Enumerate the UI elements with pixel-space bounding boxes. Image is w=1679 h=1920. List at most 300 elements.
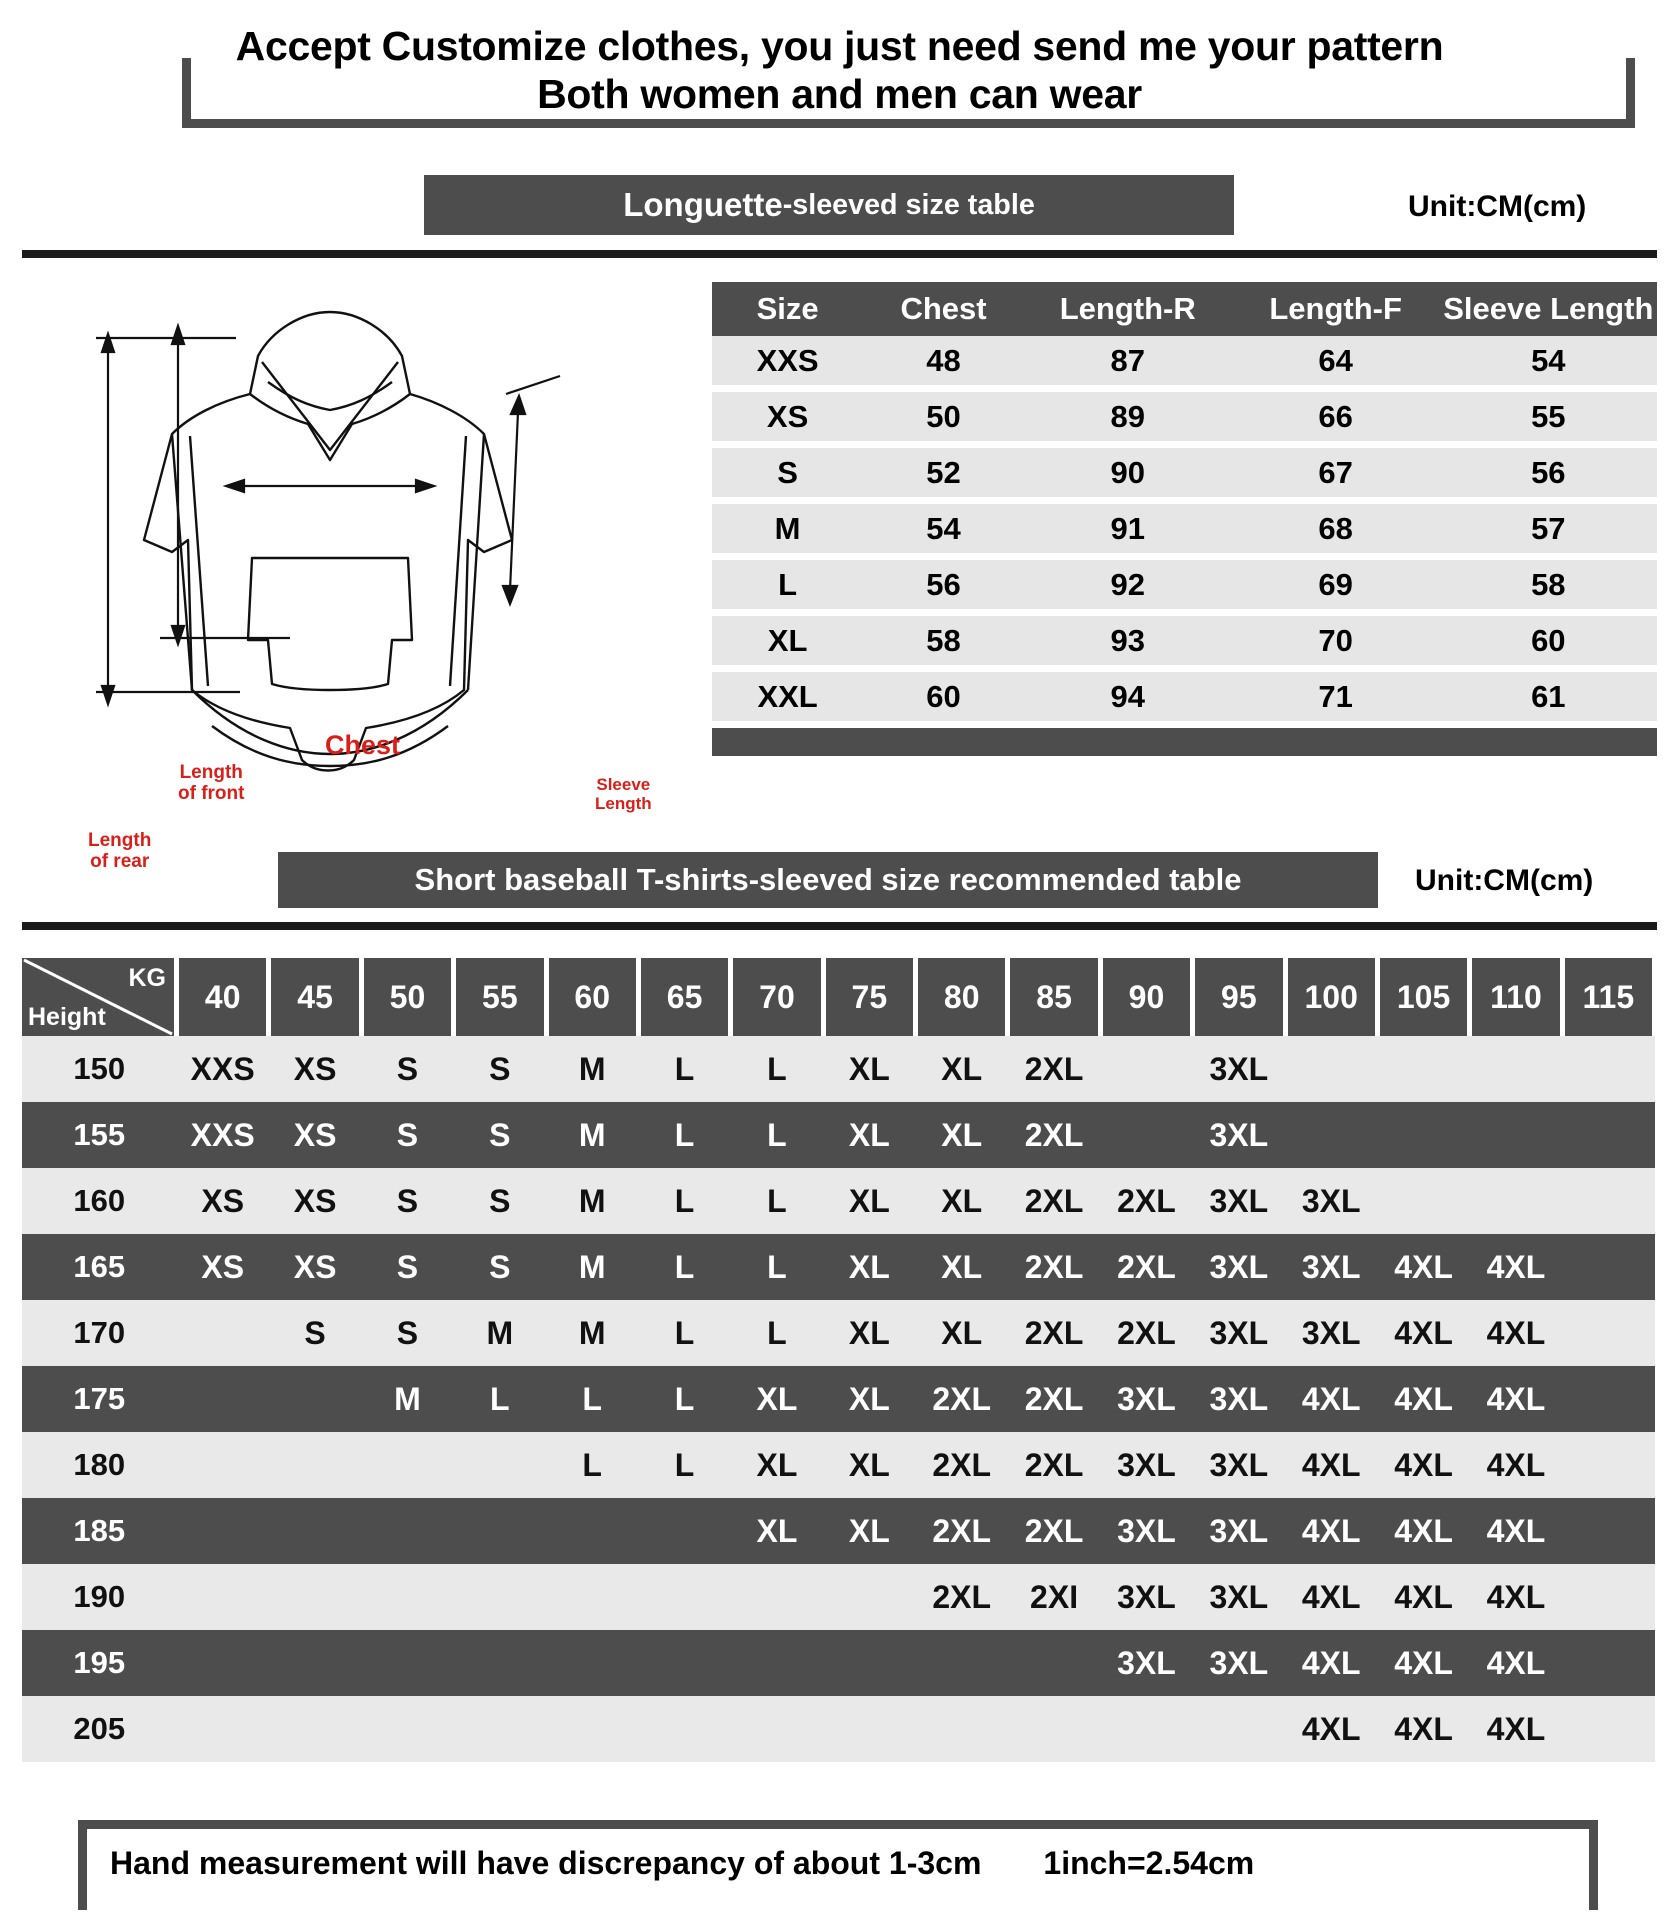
grid-cell: S [269,1300,361,1366]
grid-cell [269,1630,361,1696]
grid-cell [638,1696,730,1762]
grid-cell: L [731,1300,823,1366]
grid-cell [361,1498,453,1564]
grid-cell [269,1432,361,1498]
grid-cell [177,1366,269,1432]
grid-weight-header-110: 110 [1470,958,1562,1036]
longuette-col-header-0: Size [712,282,863,336]
grid-cell: XS [269,1102,361,1168]
grid-cell: 2XI [1008,1564,1100,1630]
longuette-value-cell: 66 [1232,389,1440,445]
longuette-size-cell: M [712,501,863,557]
grid-cell [731,1564,823,1630]
unit-label-short-baseball: Unit:CM(cm) [1415,864,1594,897]
grid-height-label-170: 170 [22,1300,177,1366]
table-row [22,1564,1655,1630]
grid-cell: 4XL [1377,1432,1469,1498]
grid-height-label-160: 160 [22,1168,177,1234]
grid-height-label-175: 175 [22,1366,177,1432]
diagram-label-chest: Chest [325,730,401,760]
grid-cell [1470,1102,1562,1168]
headline-line-2: Both women and men can wear [537,71,1142,118]
grid-cell [916,1696,1008,1762]
grid-cell: XS [177,1168,269,1234]
grid-cell: S [454,1036,546,1102]
size-recommendation-grid [22,958,1657,1762]
longuette-size-cell: XL [712,613,863,669]
grid-cell: 4XL [1285,1564,1377,1630]
grid-cell: M [546,1102,638,1168]
grid-cell: XL [916,1036,1008,1102]
grid-height-label-165: 165 [22,1234,177,1300]
grid-cell: 2XL [1008,1498,1100,1564]
table-row [22,1234,1655,1300]
grid-cell: S [454,1234,546,1300]
table-row [712,336,1657,389]
grid-height-label-185: 185 [22,1498,177,1564]
grid-cell: 2XL [1008,1036,1100,1102]
grid-cell: 2XL [1008,1300,1100,1366]
grid-cell: S [454,1102,546,1168]
grid-cell [361,1696,453,1762]
grid-cell: 4XL [1377,1498,1469,1564]
grid-cell [454,1630,546,1696]
grid-cell: 4XL [1470,1366,1562,1432]
longuette-col-header-4: Sleeve Length [1440,282,1657,336]
longuette-value-cell: 61 [1440,669,1657,725]
grid-cell: 2XL [916,1564,1008,1630]
grid-cell: XL [916,1300,1008,1366]
grid-cell: L [638,1300,730,1366]
grid-cell [731,1696,823,1762]
grid-cell [269,1498,361,1564]
grid-cell [361,1432,453,1498]
rear-label-line2: of rear [90,851,150,873]
longuette-value-cell: 64 [1232,336,1440,389]
longuette-value-cell: 60 [863,669,1024,725]
section-title-longuette [424,175,1234,235]
grid-weight-header-85: 85 [1008,958,1100,1036]
longuette-size-table [712,282,1657,756]
longuette-value-cell: 56 [863,557,1024,613]
longuette-table-body [712,336,1657,756]
grid-cell: S [361,1102,453,1168]
rear-label-line1: Length [88,830,152,851]
grid-cell: XL [823,1498,915,1564]
grid-weight-header-105: 105 [1377,958,1469,1036]
grid-cell: 2XL [1100,1300,1192,1366]
grid-cell: 2XL [1100,1168,1192,1234]
divider-middle [22,922,1657,930]
grid-corner-kg-label: KG [128,964,166,992]
grid-cell [638,1498,730,1564]
grid-corner-header [22,958,177,1036]
grid-cell: XS [269,1036,361,1102]
grid-cell: M [546,1036,638,1102]
longuette-size-cell: XXS [712,336,863,389]
grid-cell [1562,1630,1654,1696]
grid-cell: L [546,1366,638,1432]
recommendation-table-head [22,958,1655,1036]
grid-cell: 2XL [1008,1102,1100,1168]
grid-cell: L [638,1366,730,1432]
grid-weight-header-75: 75 [823,958,915,1036]
grid-cell: XL [823,1300,915,1366]
grid-cell: 4XL [1377,1564,1469,1630]
footer-note-text: Hand measurement will have discrepancy of about 1-3cm [110,1845,982,1881]
grid-cell: XL [916,1102,1008,1168]
grid-cell [1100,1696,1192,1762]
grid-cell [1562,1168,1654,1234]
grid-cell: 4XL [1377,1696,1469,1762]
grid-cell: 4XL [1285,1432,1377,1498]
grid-cell: 3XL [1193,1234,1285,1300]
longuette-value-cell: 89 [1024,389,1232,445]
grid-cell: 3XL [1193,1630,1285,1696]
grid-cell [638,1564,730,1630]
longuette-value-cell: 58 [1440,557,1657,613]
grid-cell [361,1564,453,1630]
grid-cell: 2XL [916,1432,1008,1498]
grid-height-label-195: 195 [22,1630,177,1696]
grid-cell [1562,1498,1654,1564]
grid-cell: 4XL [1470,1696,1562,1762]
table-row [22,1366,1655,1432]
longuette-value-cell: 87 [1024,336,1232,389]
grid-cell: S [361,1234,453,1300]
grid-cell [1562,1102,1654,1168]
grid-cell [269,1366,361,1432]
longuette-value-cell: 90 [1024,445,1232,501]
longuette-value-cell: 58 [863,613,1024,669]
grid-cell: 3XL [1100,1498,1192,1564]
grid-cell: 3XL [1193,1168,1285,1234]
grid-weight-header-45: 45 [269,958,361,1036]
grid-cell: XL [916,1234,1008,1300]
grid-cell [823,1630,915,1696]
grid-cell [454,1432,546,1498]
grid-cell: XXS [177,1036,269,1102]
grid-cell: 3XL [1193,1564,1285,1630]
grid-cell [1377,1036,1469,1102]
footer-bar-cell [712,725,1657,757]
garment-diagram [40,290,652,873]
grid-cell: L [731,1168,823,1234]
grid-cell [1377,1102,1469,1168]
grid-cell [546,1630,638,1696]
front-label-line2: of front [178,783,245,805]
grid-height-label-155: 155 [22,1102,177,1168]
grid-cell [638,1630,730,1696]
grid-cell: S [361,1036,453,1102]
grid-cell: S [361,1300,453,1366]
grid-cell: 4XL [1285,1366,1377,1432]
grid-cell: 2XL [1008,1432,1100,1498]
grid-cell: 4XL [1470,1630,1562,1696]
grid-cell: L [546,1432,638,1498]
table-row [22,1168,1655,1234]
grid-cell [177,1432,269,1498]
longuette-value-cell: 50 [863,389,1024,445]
grid-cell: XL [823,1168,915,1234]
grid-cell: 4XL [1470,1300,1562,1366]
grid-cell: 3XL [1193,1300,1285,1366]
grid-cell: L [638,1432,730,1498]
grid-cell [1562,1564,1654,1630]
grid-weight-header-115: 115 [1562,958,1654,1036]
grid-cell [916,1630,1008,1696]
grid-cell [1193,1696,1285,1762]
grid-cell: XL [731,1498,823,1564]
diagram-label-length-of-front [178,762,244,805]
grid-cell: 4XL [1377,1366,1469,1432]
section-title-short-baseball: Short baseball T-shirts-sleeved size recommended table [278,852,1378,908]
grid-cell [177,1300,269,1366]
longuette-value-cell: 94 [1024,669,1232,725]
grid-weight-header-90: 90 [1100,958,1192,1036]
grid-cell: L [638,1168,730,1234]
grid-cell: 4XL [1470,1498,1562,1564]
grid-cell: 3XL [1193,1036,1285,1102]
footer-conversion-text: 1inch=2.54cm [1043,1845,1255,1881]
grid-cell [731,1630,823,1696]
grid-cell: M [546,1234,638,1300]
longuette-value-cell: 54 [1440,336,1657,389]
grid-cell [546,1564,638,1630]
longuette-col-header-1: Chest [863,282,1024,336]
grid-cell [1562,1036,1654,1102]
longuette-header-row [712,282,1657,336]
grid-cell: XXS [177,1102,269,1168]
longuette-value-cell: 48 [863,336,1024,389]
grid-cell [269,1564,361,1630]
grid-cell: XL [731,1432,823,1498]
grid-cell: L [638,1234,730,1300]
table-row [22,1432,1655,1498]
grid-cell [454,1564,546,1630]
longuette-col-header-3: Length-F [1232,282,1440,336]
grid-cell [1470,1168,1562,1234]
footer-note [110,1845,1570,1882]
sleeve-label-line2: Length [595,794,652,814]
grid-cell [1562,1300,1654,1366]
grid-cell: 2XL [916,1498,1008,1564]
table-row [22,1300,1655,1366]
longuette-value-cell: 56 [1440,445,1657,501]
grid-cell: 2XL [1100,1234,1192,1300]
grid-weight-header-55: 55 [454,958,546,1036]
grid-cell: L [638,1036,730,1102]
grid-cell: XS [269,1168,361,1234]
longuette-value-cell: 55 [1440,389,1657,445]
table-row [712,501,1657,557]
grid-cell [1008,1630,1100,1696]
grid-cell: XL [823,1432,915,1498]
grid-height-label-150: 150 [22,1036,177,1102]
grid-cell: 4XL [1377,1300,1469,1366]
grid-cell: 4XL [1285,1696,1377,1762]
grid-cell [177,1696,269,1762]
grid-cell: XL [823,1036,915,1102]
grid-height-label-190: 190 [22,1564,177,1630]
grid-cell [454,1498,546,1564]
longuette-value-cell: 52 [863,445,1024,501]
table-row [22,1498,1655,1564]
longuette-size-cell: XS [712,389,863,445]
diagram-label-length-of-rear [88,830,151,873]
grid-cell: XL [823,1234,915,1300]
grid-cell: 4XL [1285,1498,1377,1564]
grid-cell [1377,1168,1469,1234]
grid-cell: XL [731,1366,823,1432]
grid-cell: L [638,1102,730,1168]
grid-cell: 2XL [1008,1366,1100,1432]
grid-cell [546,1498,638,1564]
longuette-value-cell: 68 [1232,501,1440,557]
longuette-value-cell: 60 [1440,613,1657,669]
grid-cell: XL [916,1168,1008,1234]
grid-cell: M [454,1300,546,1366]
grid-cell: 4XL [1285,1630,1377,1696]
grid-cell: 3XL [1193,1498,1285,1564]
longuette-table-head [712,282,1657,336]
grid-cell [1285,1102,1377,1168]
grid-cell: 3XL [1100,1366,1192,1432]
grid-cell: 3XL [1285,1168,1377,1234]
grid-weight-header-95: 95 [1193,958,1285,1036]
grid-cell: XS [177,1234,269,1300]
table-row [712,389,1657,445]
grid-cell: S [454,1168,546,1234]
grid-cell [1562,1432,1654,1498]
longuette-value-cell: 54 [863,501,1024,557]
headline [0,22,1679,119]
grid-cell [1100,1036,1192,1102]
grid-cell [823,1696,915,1762]
table-row [22,1696,1655,1762]
grid-cell [1470,1036,1562,1102]
grid-weight-header-70: 70 [731,958,823,1036]
grid-cell: M [546,1168,638,1234]
grid-cell: 3XL [1193,1432,1285,1498]
grid-weight-header-50: 50 [361,958,453,1036]
grid-cell: 3XL [1100,1630,1192,1696]
grid-cell [454,1696,546,1762]
table-row [22,1036,1655,1102]
longuette-table-footer-bar [712,725,1657,757]
grid-weight-header-40: 40 [177,958,269,1036]
longuette-value-cell: 67 [1232,445,1440,501]
grid-weight-header-60: 60 [546,958,638,1036]
grid-cell [1008,1696,1100,1762]
longuette-value-cell: 93 [1024,613,1232,669]
table-row [22,1630,1655,1696]
grid-cell: XL [823,1102,915,1168]
grid-cell [177,1630,269,1696]
grid-weight-header-65: 65 [638,958,730,1036]
grid-cell: 4XL [1377,1234,1469,1300]
divider-top [22,250,1657,258]
recommendation-table-body [22,1036,1655,1762]
grid-cell: 4XL [1377,1630,1469,1696]
sleeve-label-line1: Sleeve [596,775,651,794]
grid-cell: M [546,1300,638,1366]
grid-cell: 3XL [1285,1234,1377,1300]
longuette-value-cell: 91 [1024,501,1232,557]
grid-cell: 3XL [1100,1564,1192,1630]
table-row [712,669,1657,725]
grid-cell: L [731,1036,823,1102]
grid-cell: 2XL [1008,1168,1100,1234]
grid-cell: 4XL [1470,1432,1562,1498]
grid-cell [823,1564,915,1630]
diagram-label-sleeve-length [595,775,652,813]
section-title-longuette-rest: -sleeved size table [782,188,1035,221]
grid-cell: XL [823,1366,915,1432]
table-row [712,613,1657,669]
recommendation-table [22,958,1657,1762]
grid-cell: L [731,1234,823,1300]
grid-height-label-205: 205 [22,1696,177,1762]
grid-cell: L [731,1102,823,1168]
grid-cell: 4XL [1470,1234,1562,1300]
grid-cell: 3XL [1285,1300,1377,1366]
grid-cell: 3XL [1100,1432,1192,1498]
longuette-value-cell: 69 [1232,557,1440,613]
grid-cell [177,1498,269,1564]
grid-cell: 4XL [1470,1564,1562,1630]
grid-cell [1285,1036,1377,1102]
headline-line-1: Accept Customize clothes, you just need send me your pattern [235,23,1444,69]
section-title-longuette-strong: Longuette [623,186,783,223]
grid-weight-header-100: 100 [1285,958,1377,1036]
unit-label-longuette: Unit:CM(cm) [1408,190,1587,223]
grid-cell: 3XL [1193,1366,1285,1432]
grid-cell [1562,1366,1654,1432]
longuette-size-cell: XXL [712,669,863,725]
table-row [712,445,1657,501]
grid-cell [546,1696,638,1762]
longuette-value-cell: 57 [1440,501,1657,557]
longuette-size-cell: S [712,445,863,501]
grid-height-label-180: 180 [22,1432,177,1498]
longuette-col-header-2: Length-R [1024,282,1232,336]
grid-cell: 3XL [1193,1102,1285,1168]
table-row [712,557,1657,613]
grid-cell: S [361,1168,453,1234]
longuette-value-cell: 71 [1232,669,1440,725]
grid-cell: 2XL [916,1366,1008,1432]
grid-cell [269,1696,361,1762]
grid-cell [1100,1102,1192,1168]
grid-corner-height-label: Height [28,1003,106,1031]
grid-cell [361,1630,453,1696]
grid-cell: XS [269,1234,361,1300]
grid-cell: M [361,1366,453,1432]
table-row [22,1102,1655,1168]
grid-cell: 2XL [1008,1234,1100,1300]
grid-cell [1562,1234,1654,1300]
grid-cell [177,1564,269,1630]
grid-weight-header-80: 80 [916,958,1008,1036]
recommendation-header-row [22,958,1655,1036]
longuette-value-cell: 70 [1232,613,1440,669]
front-label-line1: Length [179,762,243,783]
longuette-size-cell: L [712,557,863,613]
longuette-value-cell: 92 [1024,557,1232,613]
grid-cell: L [454,1366,546,1432]
grid-cell [1562,1696,1654,1762]
